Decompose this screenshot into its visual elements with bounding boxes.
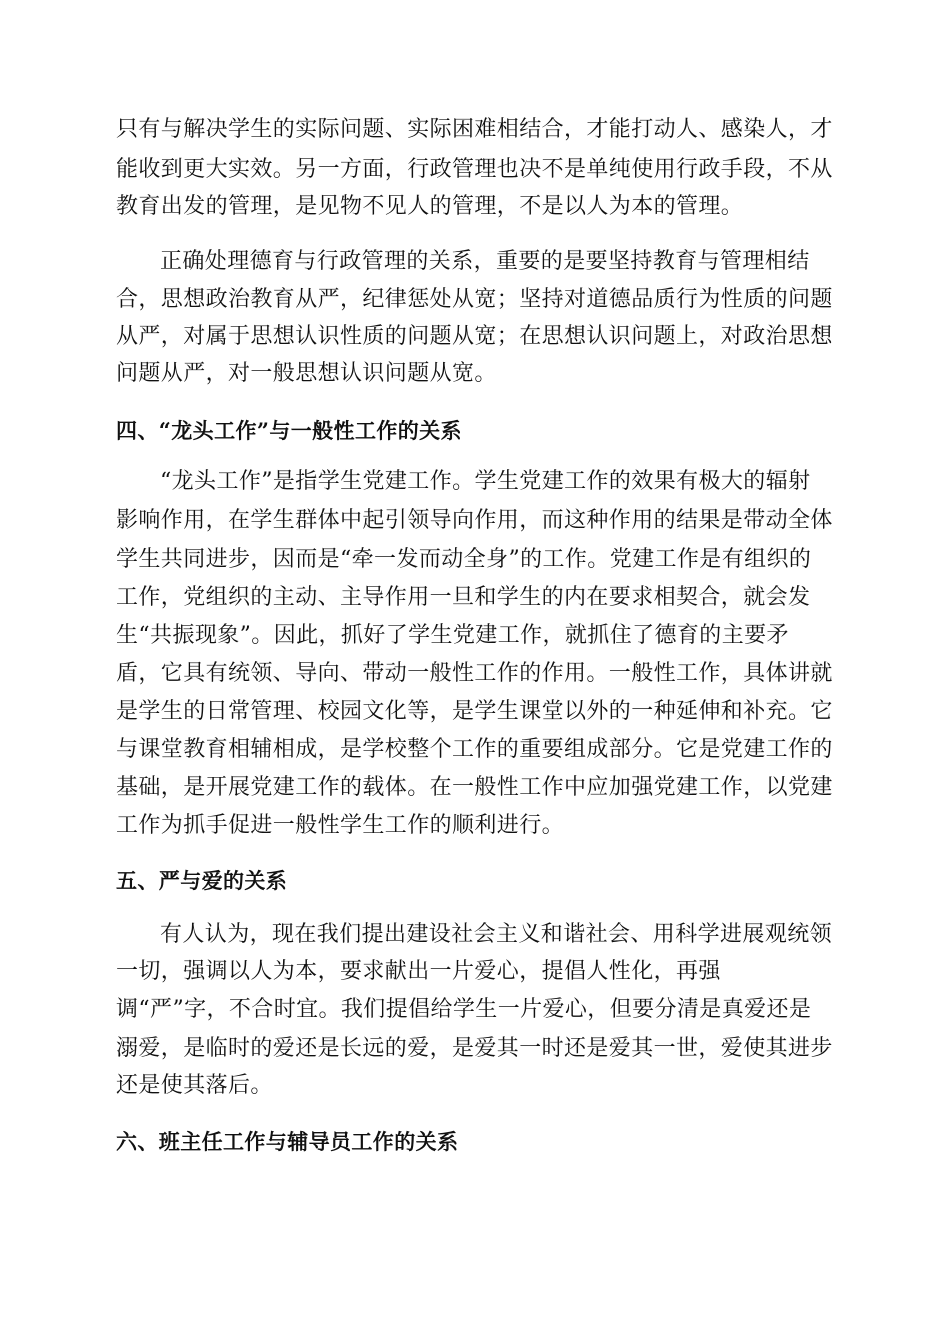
paragraph-3-line-1: “龙头工作”是指学生党建工作。学生党建工作的效果有极大的辐射 (160, 469, 811, 494)
paragraph-3-line-3: 学生共同进步，因而是“牵一发而动全身”的工作。党建工作是有组织的 (116, 547, 812, 572)
paragraph-2-line-3: 从严，对属于思想认识性质的问题从宽；在思想认识问题上，对政治思想 (116, 324, 833, 349)
paragraph-4-line-3: 调“严”字，不合时宜。我们提倡给学生一片爱心，但要分清是真爱还是 (116, 997, 812, 1022)
paragraph-4-line-4: 溺爱，是临时的爱还是长远的爱，是爱其一时还是爱其一世，爱使其进步 (116, 1036, 833, 1061)
paragraph-1-line-2: 能收到更大实效。另一方面，行政管理也决不是单纯使用行政手段，不从 (116, 157, 833, 182)
paragraph-3-line-9: 基础，是开展党建工作的载体。在一般性工作中应加强党建工作，以党建 (116, 775, 833, 800)
paragraph-3-line-7: 是学生的日常管理、校园文化等，是学生课堂以外的一种延伸和补充。它 (116, 699, 833, 724)
paragraph-4-line-5: 还是使其落后。 (116, 1073, 273, 1098)
paragraph-3-line-6: 盾，它具有统领、导向、带动一般性工作的作用。一般性工作，具体讲就 (116, 661, 833, 686)
section-heading-6: 六、班主任工作与辅导员工作的关系 (116, 1129, 459, 1154)
paragraph-2-line-2: 合，思想政治教育从严，纪律惩处从宽；坚持对道德品质行为性质的问题 (116, 287, 833, 312)
paragraph-1-line-1: 只有与解决学生的实际问题、实际困难相结合，才能打动人、感染人，才 (116, 117, 833, 142)
paragraph-1-line-3: 教育出发的管理，是见物不见人的管理，不是以人为本的管理。 (116, 194, 744, 219)
paragraph-3-line-2: 影响作用，在学生群体中起引领导向作用，而这种作用的结果是带动全体 (116, 508, 833, 533)
paragraph-3-line-4: 工作，党组织的主动、主导作用一旦和学生的内在要求相契合，就会发 (116, 585, 811, 610)
paragraph-2-line-4: 问题从严，对一般思想认识问题从宽。 (116, 361, 497, 386)
paragraph-3-line-5: 生“共振现象”。因此，抓好了学生党建工作，就抓住了德育的主要矛 (116, 623, 789, 648)
section-heading-5: 五、严与爱的关系 (116, 868, 288, 893)
paragraph-2-line-1: 正确处理德育与行政管理的关系，重要的是要坚持教育与管理相结 (160, 249, 810, 274)
paragraph-4-line-1: 有人认为，现在我们提出建设社会主义和谐社会、用科学进展观统领 (160, 922, 833, 947)
paragraph-4-line-2: 一切，强调以人为本，要求献出一片爱心，提倡人性化，再强 (116, 959, 721, 984)
paragraph-3-line-10: 工作为抓手促进一般性学生工作的顺利进行。 (116, 813, 565, 838)
section-heading-4: 四、“龙头工作”与一般性工作的关系 (116, 418, 462, 443)
paragraph-3-line-8: 与课堂教育相辅相成，是学校整个工作的重要组成部分。它是党建工作的 (116, 737, 833, 762)
